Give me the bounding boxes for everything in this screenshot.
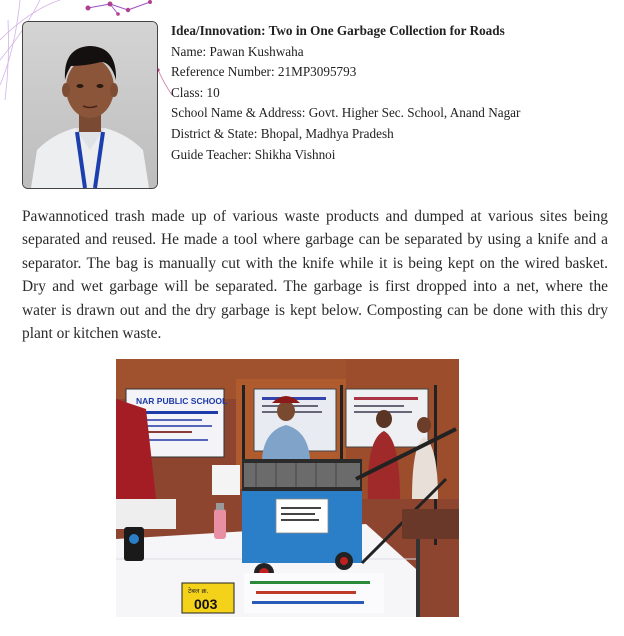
school-address: School Name & Address: Govt. Higher Sec. School, Anand Nagar: [171, 105, 521, 121]
profile-info: [171, 21, 611, 165]
idea-title: Idea/Innovation: Two in One Garbage Collection for Roads: [171, 23, 505, 38]
table-number-card: [182, 583, 234, 613]
guide-teacher: Guide Teacher: Shikha Vishnoi: [171, 146, 336, 162]
student-name: Name: Pawan Kushwaha: [171, 43, 304, 59]
description-line: Dry and wet garbage will be separated. The garbage is first dropped into a net, where the: [22, 278, 608, 296]
description-line: plant or kitchen waste.: [22, 325, 162, 343]
student-class: Class: 10: [171, 84, 220, 100]
description-line: separator. The bag is manually cut with the knife while it is being kept on the wired basket.: [22, 254, 608, 272]
idea-description: [22, 205, 608, 345]
description-line: Pawannoticed trash made up of various waste products and dumped at various sites being: [22, 208, 608, 225]
description-line: separated and reused. He made a tool where garbage can be separated by using a knife and a: [22, 231, 608, 249]
table-prefix-label: टेबल क्र.: [188, 587, 209, 595]
district-state: District & State: Bhopal, Madhya Pradesh: [171, 125, 394, 141]
description-line: water is drawn out and the dry garbage is kept below. Composting can be done with this dry: [22, 301, 608, 319]
student-photo: [22, 21, 158, 189]
exhibition-photo: [116, 359, 459, 617]
banner-school-text: NAR PUBLIC SCHOOL: [136, 396, 228, 406]
reference-number: Reference Number: 21MP3095793: [171, 64, 357, 80]
table-number-label: 003: [194, 596, 218, 612]
